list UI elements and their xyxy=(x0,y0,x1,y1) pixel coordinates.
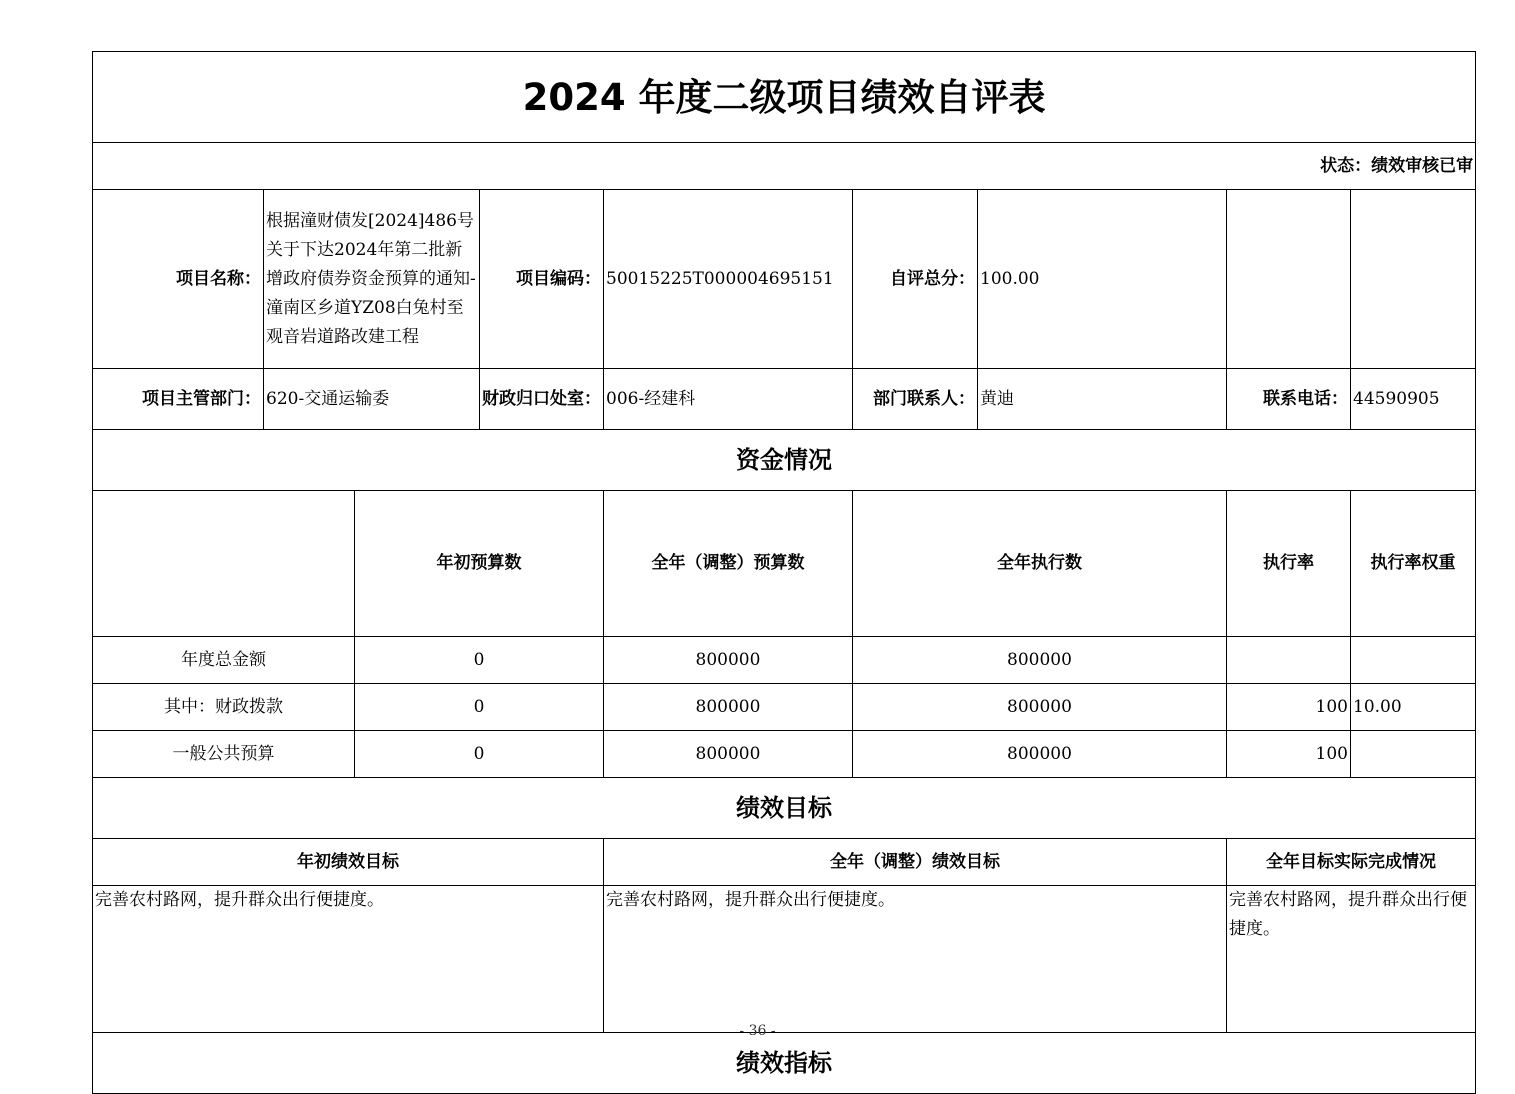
funds-header-initial-budget: 年初预算数 xyxy=(355,491,604,637)
funds-header-adjusted-budget: 全年（调整）预算数 xyxy=(604,491,853,637)
goals-header-initial: 年初绩效目标 xyxy=(93,839,604,886)
empty-cell xyxy=(1351,190,1476,369)
goal-adjusted-text: 完善农村路网，提升群众出行便捷度。 xyxy=(604,886,1227,1033)
finance-office-label: 财政归口处室： xyxy=(480,369,604,430)
project-name-value: 根据潼财债发[2024]486号关于下达2024年第二批新增政府债券资金预算的通知-潼南区乡道YZ08白兔村至观音岩道路改建工程 xyxy=(264,190,480,369)
executed-cell: 800000 xyxy=(853,637,1227,684)
goal-initial-text: 完善农村路网，提升群众出行便捷度。 xyxy=(93,886,604,1033)
exec-rate-cell: 100 xyxy=(1227,684,1351,731)
project-name-label: 项目名称： xyxy=(93,190,264,369)
initial-budget-cell: 0 xyxy=(355,684,604,731)
adjusted-budget-cell: 800000 xyxy=(604,731,853,778)
adjusted-budget-cell: 800000 xyxy=(604,637,853,684)
funds-header-blank xyxy=(93,491,355,637)
funds-row-label: 年度总金额 xyxy=(93,637,355,684)
exec-rate-cell: 100 xyxy=(1227,731,1351,778)
page-title: 2024 年度二级项目绩效自评表 xyxy=(93,52,1476,143)
self-evaluation-table xyxy=(92,51,1476,1094)
rate-weight-cell xyxy=(1351,731,1476,778)
funds-header-rate-weight: 执行率权重 xyxy=(1351,491,1476,637)
adjusted-budget-cell: 800000 xyxy=(604,684,853,731)
dept-label: 项目主管部门： xyxy=(93,369,264,430)
goal-actual-text: 完善农村路网，提升群众出行便捷度。 xyxy=(1227,886,1476,1033)
contact-value: 黄迪 xyxy=(978,369,1227,430)
goals-header-actual: 全年目标实际完成情况 xyxy=(1227,839,1476,886)
initial-budget-cell: 0 xyxy=(355,637,604,684)
project-code-value: 50015225T000004695151 xyxy=(604,190,853,369)
exec-rate-cell xyxy=(1227,637,1351,684)
executed-cell: 800000 xyxy=(853,684,1227,731)
empty-cell xyxy=(1227,190,1351,369)
project-code-label: 项目编码： xyxy=(480,190,604,369)
funds-header-executed: 全年执行数 xyxy=(853,491,1227,637)
phone-label: 联系电话： xyxy=(1227,369,1351,430)
self-score-label: 自评总分： xyxy=(853,190,978,369)
funds-section-title: 资金情况 xyxy=(93,430,1476,491)
funds-header-exec-rate: 执行率 xyxy=(1227,491,1351,637)
dept-value: 620-交通运输委 xyxy=(264,369,480,430)
page-number: - 36 - xyxy=(739,1023,776,1039)
initial-budget-cell: 0 xyxy=(355,731,604,778)
funds-row-label: 其中：财政拨款 xyxy=(93,684,355,731)
funds-row xyxy=(93,637,1476,684)
rate-weight-cell xyxy=(1351,637,1476,684)
finance-office-value: 006-经建科 xyxy=(604,369,853,430)
goals-header-adjusted: 全年（调整）绩效目标 xyxy=(604,839,1227,886)
indicators-section-title: 绩效指标 xyxy=(93,1033,1476,1094)
contact-label: 部门联系人： xyxy=(853,369,978,430)
self-score-value: 100.00 xyxy=(978,190,1227,369)
rate-weight-cell: 10.00 xyxy=(1351,684,1476,731)
funds-row-label: 一般公共预算 xyxy=(93,731,355,778)
status-text: 状态：绩效审核已审 xyxy=(93,143,1476,190)
funds-row xyxy=(93,684,1476,731)
executed-cell: 800000 xyxy=(853,731,1227,778)
funds-row xyxy=(93,731,1476,778)
goals-section-title: 绩效目标 xyxy=(93,778,1476,839)
phone-value: 44590905 xyxy=(1351,369,1476,430)
